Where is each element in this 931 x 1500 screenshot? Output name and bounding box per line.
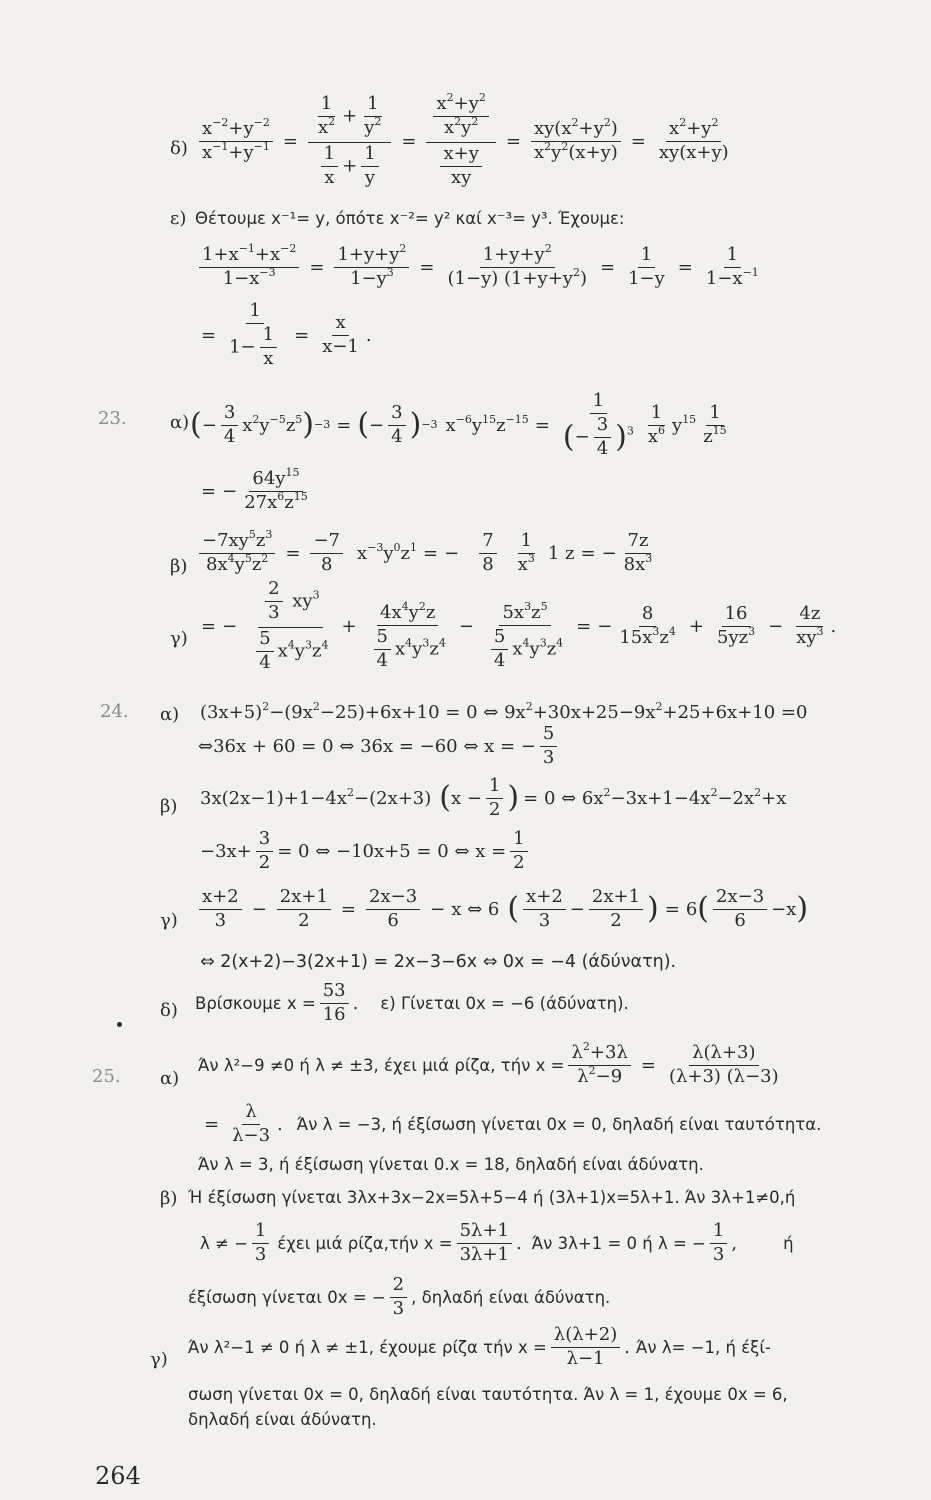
p25-b-2c: Άν 3λ+1 = 0 ή λ = −	[531, 1233, 706, 1253]
p25-a-3: Άν λ = 3, ή έξίσωση γίνεται 0.x = 18, δηλαδή είναι άδύνατη.	[198, 1155, 704, 1174]
label-epsilon: ε)	[170, 208, 187, 229]
equation-23-gamma: = − $\frac{2}{3}$ $xy^3$ $\frac{5}{4}$ $x^4y^3z^4$ + $4x^4y^2z$ $\frac{5}{4}$ $x^4y^3z^4$ − $5x^3z^5$ $\frac{5}{4}$ $x^4y^3z^4$ = − $\frac{8}{15x^3z^4}$ + $\frac{16}{5yz^3}$ − $\frac{4z}{xy^3}$ .	[201, 578, 837, 673]
equation-23-alpha-2: = − $\frac{64y^{15}}{27x^6z^{15}}$	[201, 466, 308, 513]
equation-25-gamma-1: Άν λ²−1 ≠ 0 ή λ ≠ ±1, έχουμε ρίζα τήν x = $\frac{\lambda(\lambda+2)}{\lambda-1}$ . Άν λ= −1, ή έξί-	[188, 1324, 771, 1369]
equation-24-alpha-2: ⇔36x + 60 = 0 ⇔ 36x = −60 ⇔ x = − $\frac{5}{3}$	[198, 725, 561, 768]
margin-dot	[117, 1022, 122, 1027]
equation-24-gamma-2: ⇔ 2(x+2)−3(2x+1) = 2x−3−6x ⇔ 0x = −4 (άδύνατη).	[200, 952, 677, 972]
p25-b-2a: λ ≠ −	[200, 1233, 248, 1253]
label-23-beta: β)	[170, 556, 188, 577]
p24-delta-text: Βρίσκουμε x =	[195, 993, 316, 1013]
problem-number-23: 23.	[98, 408, 127, 429]
label-23-gamma: γ)	[170, 628, 188, 649]
p25-b-2b: έχει μιά ρίζα,τήν x =	[277, 1233, 453, 1253]
p25-a-2: Άν λ = −3, ή έξίσωση γίνεται 0x = 0, δηλαδή είναι ταυτότητα.	[296, 1114, 822, 1134]
label-24-beta: β)	[160, 796, 178, 817]
p25-b-2d: ή	[783, 1233, 794, 1253]
problem-number-24: 24.	[100, 701, 129, 722]
equation-24-alpha-1: $(3x+5)^2-(9x^2-25)+6x+10 = 0$ ⇔ $9x^2+30x+25-9x^2+25+6x+10 =0$	[200, 700, 808, 723]
p25-g-1b: Άν λ= −1, ή έξί-	[635, 1337, 771, 1357]
problem-number-25: 25.	[92, 1066, 121, 1087]
equation-24-gamma-1: $\frac{x+2}{3}$ − $\frac{2x+1}{2}$ = $\frac{2x-3}{6}$ − x ⇔ 6 ( $\frac{x+2}{3}$ − $\frac{2x+1}{2}$ ) = 6 ( $\frac{2x-3}{6}$ −x )	[195, 888, 808, 931]
p25-b-3a: έξίσωση γίνεται 0x = −	[188, 1287, 386, 1307]
p24-delta-den: 16	[322, 1003, 346, 1025]
p25-g-1a: Άν λ²−1 ≠ 0 ή λ ≠ ±1, έχουμε ρίζα τήν x =	[188, 1337, 547, 1357]
label-25-alpha: α)	[160, 1068, 180, 1089]
equation-23-beta: $\frac{-7xy^5z^3}{8x^4y^5z^2}$ = $\frac{-7}{8}$ $x^{-3}y^0z^1$ = − $\frac{7}{8}$ $\frac{1}{x^3}$ 1 z = − $\frac{7z}{8x^3}$	[195, 532, 659, 575]
equation-25-beta-3: έξίσωση γίνεται 0x = − $\frac{2}{3}$ , δηλαδή είναι άδύνατη.	[188, 1274, 611, 1319]
equation-epsilon-2: = 1 1− $\frac{1}{x}$ = $\frac{x}{x-1}$ .	[201, 300, 372, 369]
equation-epsilon-1: $\frac{1+x^{-1}+x^{-2}}{1-x^{-3}}$ = $\frac{1+y+y^2}{1-y^3}$ = $\frac{1+y+y^2}{(1-y) (1+y+y^2)}$ = $\frac{1}{1-y}$ = $\frac{1}{1-x^{-1}}$	[195, 246, 766, 289]
eps-intro: Θέτουμε x⁻¹= y, όπότε x⁻²= y² καί x⁻³= y³. Έχουμε:	[195, 209, 625, 228]
equation-delta: $\frac{x^{-2}+y^{-2}}{x^{-1}+y^{-1}}$ = $\frac{1}{x^2}$ + $\frac{1}{y^2}$ $\frac{1}{x}$ + $\frac{1}{y}$ = $\frac{\frac{x^2+y^2}{x^2y^2}}{\frac{x+y}{xy}}$ = $\frac{xy(x^2+y^2)}{x^2y^2(x+y)}$ = $\frac{x^2+y^2}{xy(x+y)}$	[195, 95, 736, 188]
p25-a-1: Άν λ²−9 ≠0 ή λ ≠ ±3, έχει μιά ρίζα, τήν x =	[198, 1055, 565, 1075]
p25-g-3: δηλαδή είναι άδύνατη.	[188, 1410, 377, 1429]
label-25-beta: β)	[160, 1188, 178, 1209]
page-number: 264	[95, 1462, 141, 1490]
equation-23-alpha: ( − $\frac{3}{4}$ $x^2y^{-5}z^5$ ) −3 = ( − $\frac{3}{4}$ ) −3 $x^{-6}y^{15}z^{-15}$ = 1 (− $\frac{3}{4}$ )$^3$ $\frac{1}{x^6}$ $y^{15}$ $\frac{1}{z^{15}}$	[190, 390, 727, 459]
equation-24-delta: Βρίσκουμε x = $\frac{53}{16}$ . ε) Γίνεται 0x = −6 (άδύνατη).	[195, 980, 629, 1025]
label-delta: δ)	[170, 138, 188, 159]
equation-24-beta-2: −3x+ $\frac{3}{2}$ = 0 ⇔ −10x+5 = 0 ⇔ x = $\frac{1}{2}$	[200, 830, 532, 873]
p24-epsilon-text: ε) Γίνεται 0x = −6 (άδύνατη).	[380, 993, 629, 1013]
p24-delta-num: 53	[320, 982, 349, 1004]
p25-b-1: Ή έξίσωση γίνεται 3λx+3x−2x=5λ+5−4 ή (3λ+1)x=5λ+1. Άν 3λ+1≠0,ή	[188, 1188, 796, 1207]
equation-25-alpha-1: Άν λ²−9 ≠0 ή λ ≠ ±3, έχει μιά ρίζα, τήν x = $\frac{\lambda^2+3\lambda}{\lambda^2-9}$ = $\frac{\lambda(\lambda+3)}{(\lambda+3) (\lambda-3)}$	[198, 1040, 779, 1087]
equation-24-beta-1: $3x(2x-1)+1-4x^2-(2x+3)$ ( x − $\frac{1}{2}$ ) = 0 ⇔ $6x^2-3x+1-4x^2-2x^2+x$	[200, 775, 787, 820]
label-24-alpha: α)	[160, 704, 180, 725]
label-25-gamma: γ)	[150, 1349, 168, 1370]
label-23-alpha: α)	[170, 412, 190, 433]
label-24-delta: δ)	[160, 1000, 178, 1021]
equation-25-alpha-2: = $\frac{\lambda}{\lambda-3}$ . Άν λ = −3, ή έξίσωση γίνεται 0x = 0, δηλαδή είναι ταυτότητα.	[204, 1101, 822, 1146]
equation-25-beta-2: λ ≠ − $\frac{1}{3}$ έχει μιά ρίζα,τήν x = $\frac{5\lambda+1}{3\lambda+1}$ . Άν 3λ+1 = 0 ή λ = − $\frac{1}{3}$ , ή	[200, 1220, 794, 1265]
label-24-gamma: γ)	[160, 910, 178, 931]
p25-g-2: σωση γίνεται 0x = 0, δηλαδή είναι ταυτότητα. Άν λ = 1, έχουμε 0x = 6,	[188, 1385, 788, 1404]
p25-b-3b: , δηλαδή είναι άδύνατη.	[411, 1287, 611, 1307]
